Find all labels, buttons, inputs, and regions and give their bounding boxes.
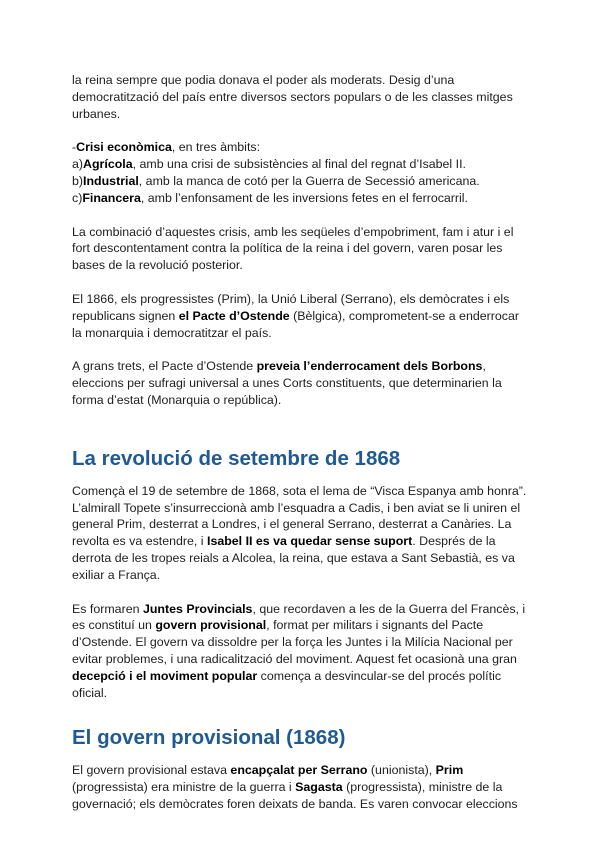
crisis-item-marker: c)	[72, 190, 83, 205]
paragraph-pact-summary	[72, 358, 530, 408]
text-run: El 1866, els progressistes (Prim), la Unió Liberal (Serrano), els demòcrates i els republicans signen	[72, 291, 510, 323]
text-run: A grans trets, el Pacte d’Ostende	[72, 359, 257, 374]
bold-run: preveia l’enderrocament dels Borbons	[256, 359, 483, 374]
paragraph-crisis-combination: La combinació d’aquestes crisis, amb les seqüeles d’empobriment, fam i atur i el fort descontentament contra la política de la reina i del govern, varen posar les bases de la revolució posterior.	[72, 224, 514, 273]
crisis-item-marker: b)	[72, 173, 84, 188]
text-run: Es formaren	[72, 601, 143, 616]
text-run: , que recordaven a les de la Guerra del Francès, i es constituí un	[72, 601, 526, 633]
crisis-item-text: , amb una crisi de subsistències al final del regnat d’Isabel II.	[132, 157, 466, 172]
bold-run: decepció i el moviment popular	[72, 668, 258, 683]
paragraph-ostende-pact	[72, 291, 530, 341]
bold-run: Juntes Provincials	[142, 601, 253, 616]
paragraph-intro: la reina sempre que podia donava el poder als moderats. Desig d’una democratització del país entre diversos sectors populars o de les classes mitges urbanes.	[72, 73, 513, 121]
heading-provisional-government: El govern provisional (1868)	[72, 726, 346, 750]
crisis-item-marker: a)	[72, 157, 84, 172]
crisis-item-financera	[72, 190, 530, 207]
bold-run: Sagasta	[295, 780, 343, 795]
text-run: , format per militars i signants del Pacte d’Ostende. El govern va dissoldre per la força les Juntes i la Milícia Nacional per evitar problemes, i una radicalització del moviment. Aquest fet ocasionà una gran	[72, 618, 517, 666]
crisis-item-title: Industrial	[83, 173, 139, 188]
bold-run: Prim	[435, 763, 464, 778]
economic-crisis-list	[72, 139, 530, 206]
paragraph-revolution-start	[72, 483, 530, 584]
text-run: El govern provisional estava	[72, 763, 231, 778]
crisis-suffix: , en tres àmbits:	[171, 140, 261, 155]
text-run: . Després de la derrota de les tropes reials a Alcolea, la reina, que estava a Sant Sebastià, es va exiliar a França.	[72, 534, 515, 582]
crisis-prefix: -	[72, 140, 77, 155]
crisis-item-text: , amb la manca de cotó per la Guerra de Secessió americana.	[138, 173, 480, 188]
text-run: (Bèlgica), comprometent-se a enderrocar la monarquia i democratitzar el país.	[72, 308, 519, 340]
crisis-item-industrial	[72, 173, 530, 190]
text-run: (progressista), ministre de la governació; els demòcrates foren deixats de banda. Es varen convocar eleccions	[72, 780, 518, 811]
bold-run: el Pacte d’Ostende	[178, 308, 290, 323]
paragraph-provincial-juntas	[72, 601, 530, 702]
crisis-label: Crisi econòmica	[76, 140, 172, 155]
paragraph-provisional-government	[72, 762, 530, 812]
text-run: (unionista),	[367, 763, 436, 778]
crisis-item-text: , amb l’enfonsament de les inversions fetes en el ferrocarril.	[140, 190, 469, 205]
bold-run: govern provisional	[155, 618, 267, 633]
text-run: comença a desvincular-se del procés polític oficial.	[72, 668, 502, 700]
text-run: (progressista) era ministre de la guerra i	[72, 780, 296, 795]
text-run: Començà el 19 de setembre de 1868, sota el lema de “Visca Espanya amb honra”. L’almirall Topete s’insurreccionà amb l’esquadra a Cadis, i ben aviat se li uniren el general Prim, desterrat a Londres, i el general Serrano, desterrat a Canàries. La revolta es va estendre, i	[72, 483, 527, 549]
text-run: , eleccions per sufragi universal a unes Corts constituents, que determinarien la forma d’estat (Monarquia o república).	[72, 359, 502, 407]
crisis-heading	[72, 139, 530, 156]
bold-run: encapçalat per Serrano	[230, 763, 368, 778]
crisis-item-title: Financera	[82, 190, 141, 205]
crisis-item-agricola	[72, 156, 530, 173]
heading-revolution: La revolució de setembre de 1868	[72, 446, 401, 470]
bold-run: Isabel II es va quedar sense suport	[207, 534, 413, 549]
crisis-item-title: Agrícola	[83, 157, 133, 172]
